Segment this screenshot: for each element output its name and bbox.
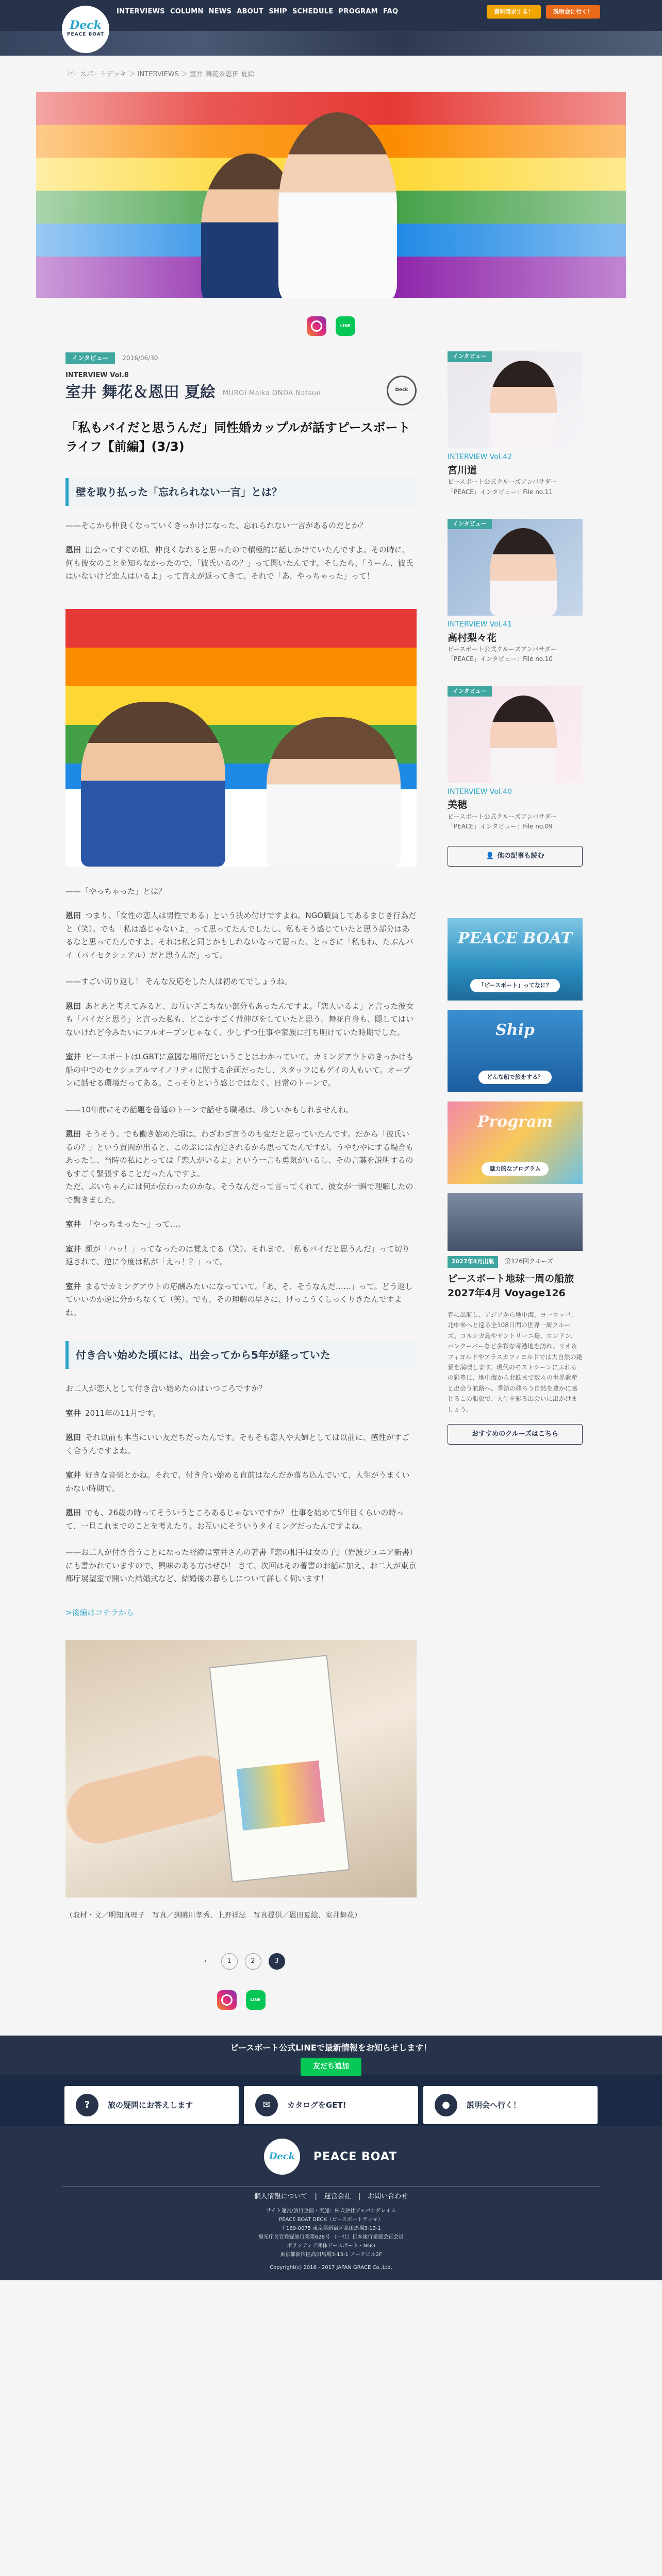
- sidebar-interview-card[interactable]: [448, 351, 583, 497]
- interviewee-name: 室井 舞花＆恩田 夏絵: [65, 383, 216, 401]
- banner-title: Program: [477, 1113, 553, 1131]
- banner-title: PEACE BOAT: [458, 929, 572, 948]
- card-desc: ピースボート公式クルーズアンバサダー「PEACE」インタビュー：File no.11: [448, 478, 557, 496]
- answer-body: 「やっちまった〜」って…。: [85, 1219, 186, 1229]
- banner-about-peaceboat[interactable]: [448, 918, 583, 1001]
- card-thumbnail[interactable]: [448, 351, 583, 448]
- answer-body: それ以前も本当にいい友だちだったんです。そもそも恋人や夫婦としては以前に、感性がすごく合うんですよね。: [65, 1433, 409, 1455]
- briefing-button[interactable]: 説明会に行く！: [546, 5, 600, 19]
- speaker-name: 恩田: [65, 1129, 81, 1139]
- photo-person-left: [81, 702, 225, 867]
- question-text: お二人が恋人として付き合い始めたのはいつごろですか？: [65, 1384, 267, 1394]
- card-portrait: [490, 361, 557, 448]
- cruise-description: 春に出航し、アジアから地中海、ヨーロッパ、北中米へと巡る全108日間の世界一周クルーズ。コルシカ島やサントリーニ島、ロンドン、バンクーバーなど多彩な寄港地を訪れ、リオ＆フィヨルドやアラスカフィヨルドでは大自然の絶景を満喫します。現代のモストシーンにふれるの彩豊に、地中海から北欧まで数々の世界遺産と出会う航路へ。季節の移ろう自然を豊かに感じるこの船旅で、人生を彩る出会いに出かけましょう。: [448, 1311, 583, 1413]
- card-tag: インタビュー: [448, 351, 492, 362]
- nav-ship[interactable]: SHIP: [269, 7, 287, 15]
- card-name[interactable]: 宮川道: [448, 464, 477, 476]
- recommended-cruise-button[interactable]: おすすめのクルーズはこちら: [448, 1424, 583, 1445]
- card-name[interactable]: 美穂: [448, 799, 468, 811]
- answer-body: ピースボートはLGBTに意図な場所だということはわかっていて。カミングアウトのきっかけも船の中でのセクシュアルマイノリティに関する企画だったし、スタッフにもゲイの人もいて。オープンに話せる環境だってある。こっそりという感じではなく、日常のトーンで。: [65, 1052, 414, 1088]
- line-signup-text: ピースボート公式LINEで最新情報をお知らせします！: [230, 2043, 432, 2053]
- global-nav: [117, 6, 398, 18]
- footer-info-line: ボランティア団体ピースボート・NGO: [287, 2243, 375, 2249]
- chat-icon: ●: [435, 2094, 457, 2116]
- share-icons-top: [0, 298, 662, 351]
- card-name[interactable]: 高村梨々花: [448, 632, 497, 643]
- cruise-departure-tag: 2027年4月出航: [448, 1256, 498, 1268]
- nav-column[interactable]: COLUMN: [170, 7, 204, 15]
- speaker-name: 恩田: [65, 1433, 81, 1443]
- answer-body: でも、26歳の時ってそういうところあるじゃないですか？ 仕事を始めて5年目くらいの時って、一旦これまでのことを考えたり。お互いにそういうタイミングだったんですよね。: [65, 1508, 404, 1531]
- article-title: 「私もバイだと思うんだ」同性婚カップルが話すピースボートライフ【前編】(3/3): [65, 410, 417, 456]
- article-photo-book: [65, 1640, 417, 1897]
- company-link[interactable]: 運営会社: [324, 2193, 351, 2201]
- page-3-current[interactable]: 3: [269, 1953, 285, 1970]
- footer-info-line: サイト運営/旅行企画・実施：株式会社ジャパングレイス: [266, 2208, 396, 2214]
- pagination: [65, 1953, 417, 1970]
- speaker-name: 恩田: [65, 1508, 81, 1518]
- answer-text: [65, 1469, 417, 1495]
- mail-icon: ✉: [255, 2094, 278, 2116]
- cruise-photo[interactable]: [448, 1193, 583, 1251]
- hero-person-right: [278, 112, 397, 298]
- footer-info-line: PEACE BOAT DECK（ピースボートデッキ）: [279, 2217, 383, 2223]
- question-text: ——10年前にその話題を普通のトーンで話せる職場は、珍しいかもしれませんね。: [65, 1105, 354, 1114]
- answer-text: [65, 1243, 417, 1269]
- speaker-name: 室井: [65, 1281, 81, 1291]
- answer-body: 出会ってすぐの頃、仲良くなれると思ったので積極的に話しかけていたんですよ。その時に、何も彼女のことを知らなかったので、「彼氏いるの？」って聞いたんです。そしたら、「うーん、彼氏はいないけど恋人はいるよ」って言えが返ってきて。それで「あ、やっちゃった」って！: [65, 545, 413, 581]
- answer-body: そうそう。でも働き始めた頃は、わざわざ言うのも変だと思っていたんです。だから「彼氏いるの？」という質問が出ると、このぶには否定されるから思ってたんですが。うやむやにする場合もあったし、当時の私にとっては「恋人がいるよ」という一言も勇気がいるし、その言葉を説明するのもすごく緊張することだったんですよ。 ただ、ぶいちゃんには何か伝わったのかな。そうなんだって言ってくれて、彼女が一瞬で理解したので驚きました。: [65, 1129, 414, 1205]
- line-add-friend-button[interactable]: 友だち追加: [301, 2058, 361, 2076]
- nav-interviews[interactable]: INTERVIEWS: [117, 7, 165, 15]
- cta-label: 旅の疑問にお答えします: [108, 2100, 193, 2110]
- footer-info-line: 〒169-0075 東京都新宿区高田馬場3-13-1: [281, 2226, 381, 2232]
- site-header: [0, 0, 662, 56]
- speaker-name: 室井: [65, 1052, 81, 1062]
- contact-link[interactable]: お問い合わせ: [368, 2193, 408, 2201]
- answer-text: [65, 1128, 417, 1207]
- card-thumbnail[interactable]: [448, 519, 583, 616]
- nav-faq[interactable]: FAQ: [383, 7, 399, 15]
- speaker-name: 室井: [65, 1408, 81, 1418]
- privacy-link[interactable]: 個人情報について: [254, 2193, 308, 2201]
- site-footer: Deck PEACE BOAT 個人情報について | 運営会社 | お問い合わせ サイト運営/旅行企画・実施：株式会社ジャパングレイス PEACE BOAT DECK（ピースボートデッキ） 〒169-0075 東京都新宿区高田馬場3-13-1 観光庁長官登録旅行業第626号 （一社）日本旅行業協会正会員 ボランティア団体ピースボート・NGO 東京都新宿区高田馬場3-13-1 ノークビル2F Copyright(c) 2016 - 2017 JAPAN GRACE Co.,Ltd.: [0, 2126, 662, 2280]
- site-logo[interactable]: [62, 6, 109, 53]
- photo-credit: （取材・文／明知真理子 写真／到暁川孝秀、上野祥法 写真提供／恩田夏絵、室井舞花）: [65, 1911, 361, 1920]
- share-icons-bottom: [65, 1970, 417, 2036]
- nav-schedule[interactable]: SCHEDULE: [292, 7, 334, 15]
- answer-body: あとあと考えてみると、お互いざこちない部分もあったんですよ。「恋人いるよ」と言った彼女も「バイだと思う」と言った私も、どこかすごく背伸びをしていたと思う。舞花自身も、隠してはいないけれど今みたいにフルオープンじゃなく、少しずつ仕事や家族に打ち明けていた時期でした。: [65, 1001, 414, 1037]
- sidebar-interview-card[interactable]: [448, 686, 583, 832]
- card-portrait: [490, 528, 557, 616]
- speaker-name: 恩田: [65, 911, 81, 921]
- banner-title: Ship: [495, 1021, 535, 1040]
- article-date: 2016/06/30: [122, 354, 158, 362]
- page-1[interactable]: 1: [221, 1953, 238, 1970]
- ship-wheel-icon: Deck: [387, 376, 417, 405]
- question-text: ——「やっちゃった」とは？: [65, 886, 167, 896]
- answer-body: つまり、「女性の恋人は男性である」という決め付けですよね。NGO職員してあるまじき行為だと（笑）。でも「私は感じゃないよ」って思ってたんでしたし、私もそう感じていたと思う部分はあるなと思ってたんですよ。それは私と同じかもしれないなって思った、とっさに「私もね、たぶんバイ（バイセクシュアル）だと思うんだ」って。: [65, 911, 417, 960]
- answer-text: [65, 909, 417, 962]
- section-heading-1: 壁を取り払った「忘れられない一言」とは？: [65, 478, 417, 506]
- answer-body: まるでカミングアウトの応酬みたいになっていて。「あ、そ、そうなんだ……」って。どう返していいのか逆に分からなくて（笑）。でも、その理解の早さに、けっこうくしっくりきたんですよね。: [65, 1281, 413, 1317]
- prev-page-arrow-icon[interactable]: ‹: [204, 1957, 207, 1965]
- page-2[interactable]: 2: [245, 1953, 261, 1970]
- cta-label: カタログをGET!: [287, 2100, 346, 2110]
- article-category-tag[interactable]: インタビュー: [65, 352, 115, 364]
- question-text: ——すごい切り返し！ そんな反応をした人は初めてでしょうね。: [65, 977, 292, 987]
- line-icon[interactable]: LINE: [246, 1990, 266, 2010]
- cruise-number: 第126回クルーズ: [505, 1258, 554, 1265]
- banner-button: 「ピースボート」ってなに？: [470, 979, 560, 993]
- briefing-cta[interactable]: [423, 2086, 598, 2124]
- section-heading-2: 付き合い始めた頃には、出会ってから5年が経っていた: [65, 1341, 417, 1369]
- instagram-icon[interactable]: [217, 1990, 237, 2010]
- answer-text: [65, 1506, 417, 1533]
- answer-text: [65, 1000, 417, 1040]
- speaker-name: 恩田: [65, 545, 81, 555]
- next-part-link[interactable]: >後編はコチラから: [65, 1607, 134, 1617]
- banner-button: どんな船で旅をする？: [478, 1071, 552, 1084]
- photo-person-right: [267, 717, 401, 867]
- answer-text: [65, 1407, 417, 1420]
- interviewee-name-en: MUROI Maika ONDA Natsue: [222, 389, 321, 397]
- footer-info-line: 観光庁長官登録旅行業第626号 （一社）日本旅行業協会正会員: [258, 2234, 404, 2241]
- answer-text: [65, 544, 417, 583]
- question-icon: ?: [76, 2094, 98, 2116]
- banner-ship[interactable]: [448, 1010, 583, 1092]
- sidebar: [448, 351, 583, 2036]
- cta-row: [0, 2075, 662, 2126]
- card-tag: インタビュー: [448, 519, 492, 530]
- logo-text: Deck: [70, 19, 102, 32]
- card-desc: ピースボート公式クルーズアンバサダー「PEACE」インタビュー：File no.09: [448, 812, 557, 831]
- card-tag: インタビュー: [448, 686, 492, 697]
- line-icon[interactable]: LINE: [336, 316, 355, 336]
- footer-company-info: [0, 2207, 662, 2259]
- card-vol: INTERVIEW Vol.42: [448, 453, 512, 461]
- answer-text: [65, 1431, 417, 1458]
- speaker-name: 恩田: [65, 1001, 81, 1011]
- card-portrait: [490, 696, 557, 783]
- speaker-name: 室井: [65, 1219, 81, 1229]
- interview-vol: INTERVIEW Vol.8: [65, 371, 129, 379]
- answer-body: 2011年の11月です。: [85, 1408, 161, 1418]
- banner-button: 魅力的なプログラム: [482, 1162, 549, 1176]
- cruise-title[interactable]: ピースボート地球一周の船旅 2027年4月 Voyage126: [448, 1273, 574, 1299]
- cta-label: 説明会へ行く！: [467, 2100, 521, 2110]
- question-text: ——そこから仲良くなっていくきっかけになった、忘れられない一言があるのだとか？: [65, 520, 368, 530]
- brochure-request-button[interactable]: 資料請求する！: [487, 5, 541, 19]
- answer-body: 好きな音楽とかね。それで、付き合い始める直前はなんだか落ち込んでいて、人生がうまくいかない時期で。: [65, 1470, 410, 1493]
- footer-brand: PEACE BOAT: [313, 2150, 398, 2163]
- photo-book: [209, 1655, 350, 1883]
- card-thumbnail[interactable]: [448, 686, 583, 783]
- card-vol: INTERVIEW Vol.41: [448, 620, 512, 629]
- faq-cta[interactable]: [64, 2086, 239, 2124]
- nav-program[interactable]: PROGRAM: [338, 7, 378, 15]
- answer-text: [65, 1050, 417, 1090]
- card-vol: INTERVIEW Vol.40: [448, 787, 512, 796]
- instagram-icon[interactable]: [307, 316, 326, 336]
- person-icon: 👤: [486, 852, 494, 860]
- catalog-cta[interactable]: [244, 2086, 418, 2124]
- answer-text: [65, 1218, 417, 1231]
- answer-text: [65, 1280, 417, 1320]
- speaker-name: 室井: [65, 1244, 81, 1253]
- footer-info-line: 東京都新宿区高田馬場3-13-1 ノークビル2F: [280, 2252, 382, 2258]
- footer-divider: [62, 2186, 600, 2187]
- speaker-name: 室井: [65, 1470, 81, 1480]
- hero-photo: [36, 92, 626, 298]
- line-signup-band: [0, 2036, 662, 2075]
- sidebar-interview-card[interactable]: [448, 519, 583, 665]
- photo-arm: [65, 1749, 241, 1850]
- banner-program[interactable]: [448, 1101, 583, 1184]
- nav-about[interactable]: ABOUT: [237, 7, 264, 15]
- footer-logo[interactable]: Deck: [264, 2139, 300, 2175]
- answer-body: 顔が「ハッ！」ってなったのは覚えてる（笑）。それまで、「私もバイだと思うんだ」って切り返されて、逆に今度は私が「えっ！？」って。: [65, 1244, 410, 1267]
- question-text: ——お二人が付き合うことになった経緯は室井さんの著書『恋の相手は女の子』（岩波ジュニア新書）にも書かれていますので、興味のある方はぜひ！ さて、次回はその著書のお話に加え、お二人が東京都庁展望室で開いた結婚式など、結婚後の暮らしについて詳しく伺います！: [65, 1548, 417, 1584]
- more-articles-label: 他の記事も読む: [497, 852, 544, 860]
- copyright: Copyright(c) 2016 - 2017 JAPAN GRACE Co.,Ltd.: [270, 2265, 392, 2271]
- logo-subtext: PEACE BOAT: [67, 32, 105, 38]
- article-photo-1: [65, 609, 417, 867]
- article: [65, 351, 417, 2036]
- nav-news[interactable]: NEWS: [208, 7, 232, 15]
- breadcrumb: ピースボートデッキ ＞ INTERVIEWS ＞ 室井 舞花＆恩田 夏絵: [67, 71, 255, 78]
- card-desc: ピースボート公式クルーズアンバサダー「PEACE」インタビュー：File no.10: [448, 646, 557, 663]
- more-articles-button[interactable]: [448, 846, 583, 867]
